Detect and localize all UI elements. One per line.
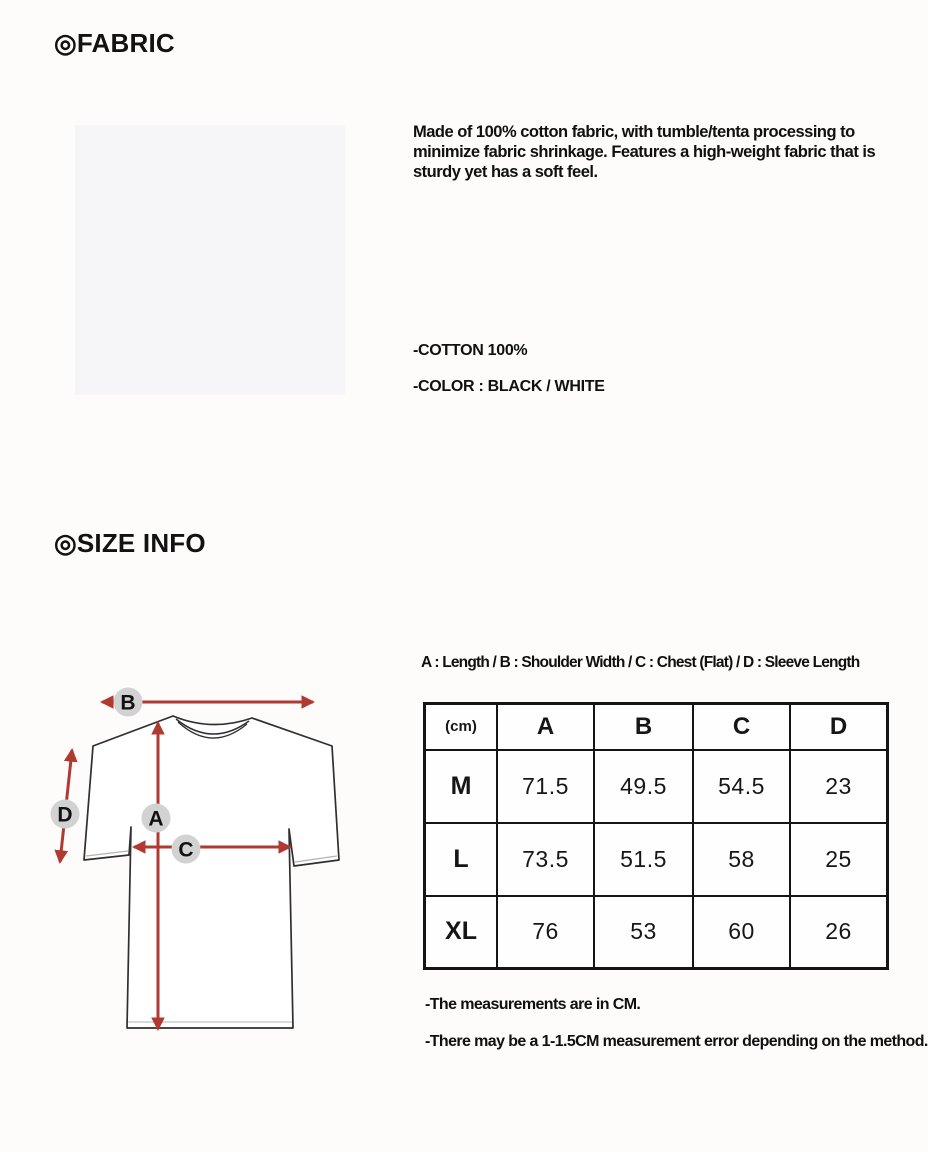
size-section-heading: ◎SIZE INFO: [54, 528, 206, 558]
measurement-note-error: -There may be a 1-1.5CM measurement error depending on the method.: [425, 1033, 928, 1050]
value-m-c: 54.5: [693, 750, 790, 823]
label-c-text: C: [178, 838, 194, 862]
size-table-col-a: A: [497, 704, 594, 750]
label-badge-a: [142, 804, 171, 833]
value-xl-d: 26: [790, 896, 888, 969]
size-label-xl: XL: [425, 896, 498, 969]
size-table-col-c: C: [693, 704, 790, 750]
size-table-header-row: [425, 704, 888, 750]
fabric-color-line: -COLOR : BLACK / WHITE: [413, 378, 605, 395]
fabric-swatch-image: [75, 125, 345, 395]
size-table-col-b: B: [594, 704, 693, 750]
measurement-note-cm: -The measurements are in CM.: [425, 996, 641, 1013]
size-table-row-m: [425, 750, 888, 823]
size-table: [423, 702, 889, 970]
size-table-unit-header: (cm): [425, 704, 498, 750]
label-badge-b: [114, 688, 143, 717]
value-m-a: 71.5: [497, 750, 594, 823]
tshirt-measurement-diagram: [40, 675, 385, 1050]
value-l-c: 58: [693, 823, 790, 896]
label-b-text: B: [120, 691, 136, 715]
value-l-a: 73.5: [497, 823, 594, 896]
size-label-m: M: [425, 750, 498, 823]
size-table-col-d: D: [790, 704, 888, 750]
value-l-b: 51.5: [594, 823, 693, 896]
measurement-legend: A : Length / B : Shoulder Width / C : Chest (Flat) / D : Sleeve Length: [421, 654, 860, 671]
tshirt-outline: [84, 716, 339, 1028]
fabric-description: Made of 100% cotton fabric, with tumble/tenta processing to minimize fabric shrinkage. Features a high-weight fabric that is sturdy yet has a soft feel.: [413, 123, 876, 181]
size-table-row-xl: [425, 896, 888, 969]
label-badge-d: [51, 800, 80, 829]
fabric-section-heading: ◎FABRIC: [54, 28, 175, 58]
label-badge-c: [172, 835, 201, 864]
fabric-cotton-line: -COTTON 100%: [413, 342, 528, 359]
value-xl-c: 60: [693, 896, 790, 969]
value-xl-b: 53: [594, 896, 693, 969]
label-a-text: A: [148, 807, 164, 831]
size-label-l: L: [425, 823, 498, 896]
label-d-text: D: [57, 803, 73, 827]
size-table-row-l: [425, 823, 888, 896]
value-m-d: 23: [790, 750, 888, 823]
value-l-d: 25: [790, 823, 888, 896]
value-xl-a: 76: [497, 896, 594, 969]
value-m-b: 49.5: [594, 750, 693, 823]
